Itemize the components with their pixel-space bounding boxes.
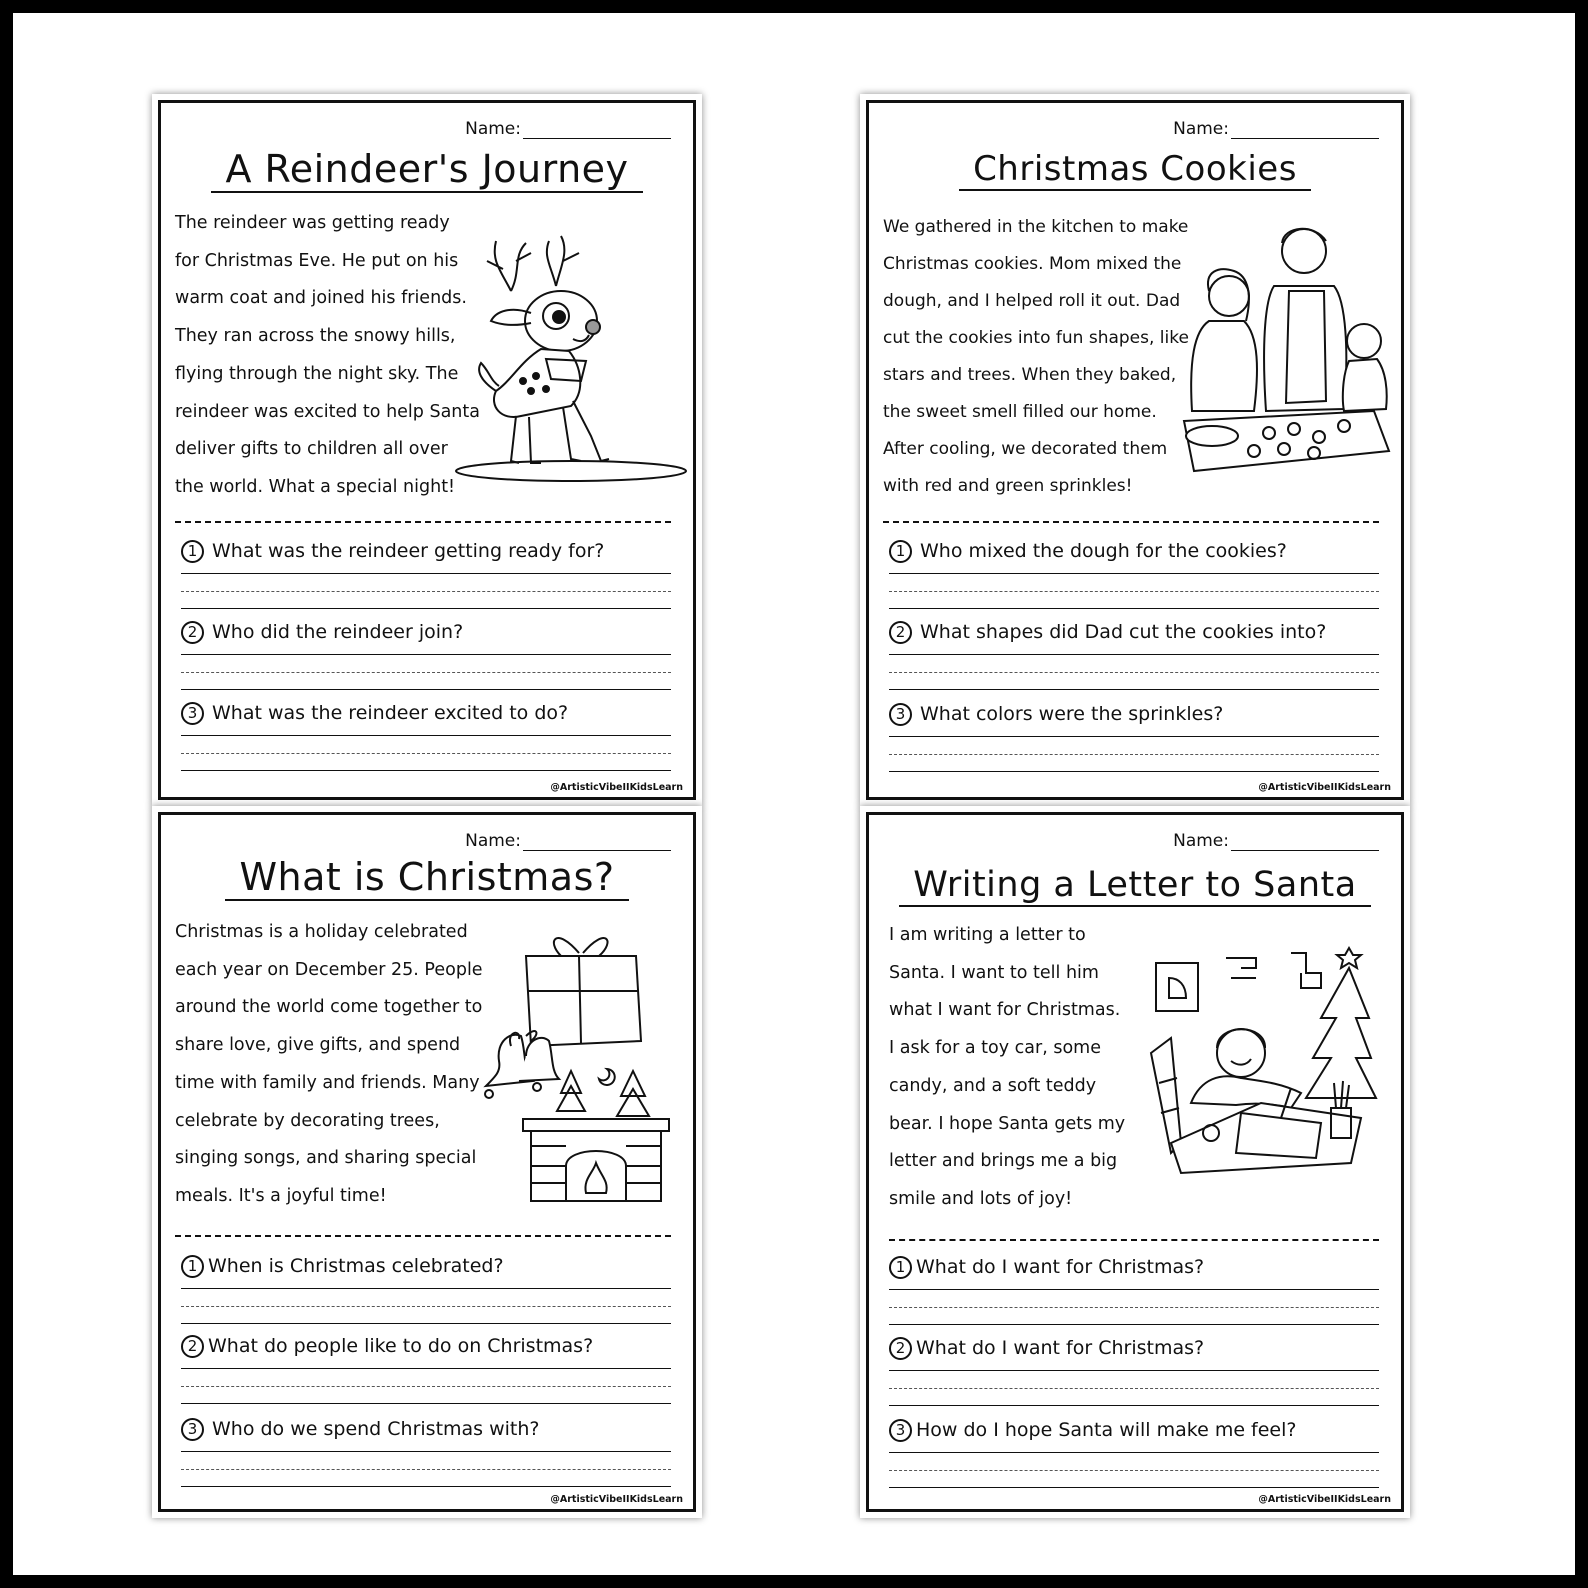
- passage-line: deliver gifts to children all over: [175, 439, 448, 460]
- question-number: 1: [181, 1255, 204, 1278]
- question-number: 2: [181, 1335, 204, 1358]
- credit-text: @ArtisticVibeIIKidsLearn: [550, 1494, 683, 1505]
- passage: [883, 209, 1189, 505]
- question-text: What was the reindeer excited to do?: [212, 702, 569, 724]
- passage-line: for Christmas Eve. He put on his: [175, 250, 459, 271]
- reindeer-illustration: [451, 231, 691, 491]
- answer-guide-line: [889, 754, 1379, 755]
- question-2: [181, 1331, 671, 1409]
- answer-line[interactable]: [889, 771, 1379, 772]
- answer-line[interactable]: [181, 573, 671, 574]
- name-field: [465, 831, 671, 851]
- question-text: How do I hope Santa will make me feel?: [916, 1419, 1297, 1441]
- worksheet-frame: [158, 100, 696, 800]
- answer-line[interactable]: [181, 1323, 671, 1324]
- passage-line: The reindeer was getting ready: [175, 213, 450, 233]
- question-1: [181, 1251, 671, 1329]
- question-number: 1: [181, 540, 204, 563]
- name-line[interactable]: [1231, 832, 1379, 851]
- answer-line[interactable]: [889, 1370, 1379, 1371]
- answer-line[interactable]: [889, 1324, 1379, 1325]
- passage-line: Christmas is a holiday celebrated: [175, 922, 468, 942]
- worksheet-frame: [866, 100, 1404, 800]
- section-divider: [175, 1235, 671, 1237]
- question-text: What shapes did Dad cut the cookies into?: [920, 621, 1327, 643]
- passage-line: We gathered in the kitchen to make: [883, 217, 1189, 237]
- passage-line: what I want for Christmas.: [889, 1000, 1121, 1021]
- passage-line: celebrate by decorating trees,: [175, 1110, 440, 1131]
- question-1: [889, 1252, 1379, 1330]
- question-text: What do people like to do on Christmas?: [208, 1335, 594, 1357]
- passage-line: share love, give gifts, and spend: [175, 1035, 461, 1056]
- question-1: [181, 536, 671, 614]
- worksheet-frame: [158, 812, 696, 1512]
- credit-text: @ArtisticVibeIIKidsLearn: [1258, 782, 1391, 793]
- answer-line[interactable]: [889, 1405, 1379, 1406]
- question-text: What do I want for Christmas?: [916, 1256, 1205, 1278]
- answer-line[interactable]: [181, 689, 671, 690]
- page-canvas: [13, 13, 1575, 1575]
- question-3: [889, 1415, 1379, 1493]
- answer-line[interactable]: [889, 1289, 1379, 1290]
- passage-line: Santa. I want to tell him: [889, 962, 1099, 983]
- question-text: What do I want for Christmas?: [916, 1337, 1205, 1359]
- passage-line: each year on December 25. People: [175, 959, 483, 980]
- name-line[interactable]: [1231, 120, 1379, 139]
- question-text: When is Christmas celebrated?: [208, 1255, 504, 1277]
- passage-line: cut the cookies into fun shapes, like: [883, 328, 1189, 348]
- name-line[interactable]: [523, 832, 671, 851]
- name-line[interactable]: [523, 120, 671, 139]
- worksheet-title: A Reindeer's Journey: [161, 145, 693, 193]
- name-label: Name:: [1173, 831, 1229, 851]
- passage-line: I ask for a toy car, some: [889, 1038, 1101, 1059]
- question-1: [889, 536, 1379, 614]
- answer-line[interactable]: [889, 654, 1379, 655]
- question-number: 3: [889, 1419, 912, 1442]
- name-field: [1173, 119, 1379, 139]
- question-text: What colors were the sprinkles?: [920, 703, 1224, 725]
- passage-line: around the world come together to: [175, 997, 483, 1018]
- name-label: Name:: [465, 119, 521, 139]
- worksheet-what-is-christmas: [152, 806, 702, 1518]
- question-3: [181, 698, 671, 776]
- passage-line: bear. I hope Santa gets my: [889, 1113, 1126, 1134]
- answer-guide-line: [889, 1307, 1379, 1308]
- passage: [175, 914, 483, 1216]
- answer-line[interactable]: [889, 608, 1379, 609]
- family-baking-illustration: [1174, 211, 1394, 493]
- worksheet-title: What is Christmas?: [161, 853, 693, 901]
- question-text: Who mixed the dough for the cookies?: [920, 540, 1287, 562]
- passage-line: dough, and I helped roll it out. Dad: [883, 291, 1181, 311]
- question-number: 2: [889, 621, 912, 644]
- child-writing-letter-illustration: [1141, 943, 1381, 1183]
- question-3: [181, 1414, 671, 1492]
- question-2: [889, 617, 1379, 695]
- question-number: 2: [181, 621, 204, 644]
- passage-line: singing songs, and sharing special: [175, 1148, 477, 1169]
- passage-line: They ran across the snowy hills,: [175, 326, 456, 347]
- answer-guide-line: [889, 672, 1379, 673]
- answer-guide-line: [181, 1386, 671, 1387]
- answer-line[interactable]: [889, 1452, 1379, 1453]
- answer-guide-line: [889, 591, 1379, 592]
- answer-line[interactable]: [889, 736, 1379, 737]
- question-text: Who did the reindeer join?: [212, 621, 464, 643]
- section-divider: [175, 521, 671, 523]
- question-number: 3: [889, 703, 912, 726]
- passage-line: candy, and a soft teddy: [889, 1075, 1097, 1096]
- answer-guide-line: [181, 591, 671, 592]
- worksheet-title: Christmas Cookies: [869, 145, 1401, 193]
- question-number: 1: [889, 1256, 912, 1279]
- passage: [889, 917, 1125, 1219]
- passage-line: time with family and friends. Many: [175, 1072, 480, 1093]
- name-label: Name:: [1173, 119, 1229, 139]
- name-field: [465, 119, 671, 139]
- passage-line: reindeer was excited to help Santa: [175, 401, 480, 422]
- question-number: 2: [889, 1337, 912, 1360]
- question-number: 1: [889, 540, 912, 563]
- answer-guide-line: [181, 753, 671, 754]
- answer-guide-line: [181, 672, 671, 673]
- answer-line[interactable]: [181, 608, 671, 609]
- name-field: [1173, 831, 1379, 851]
- answer-line[interactable]: [181, 770, 671, 771]
- answer-line[interactable]: [889, 689, 1379, 690]
- question-text: Who do we spend Christmas with?: [212, 1418, 540, 1440]
- section-divider: [883, 521, 1379, 523]
- answer-guide-line: [181, 1469, 671, 1470]
- passage-line: warm coat and joined his friends.: [175, 288, 467, 309]
- question-3: [889, 699, 1379, 777]
- answer-line[interactable]: [181, 1368, 671, 1369]
- answer-line[interactable]: [181, 654, 671, 655]
- passage-line: with red and green sprinkles!: [883, 476, 1133, 496]
- passage-line: meals. It's a joyful time!: [175, 1185, 387, 1206]
- credit-text: @ArtisticVibeIIKidsLearn: [1258, 1494, 1391, 1505]
- answer-guide-line: [889, 1470, 1379, 1471]
- answer-line[interactable]: [181, 1288, 671, 1289]
- question-number: 3: [181, 702, 204, 725]
- passage-line: I am writing a letter to: [889, 925, 1086, 945]
- answer-line[interactable]: [889, 1487, 1379, 1488]
- worksheet-frame: [866, 812, 1404, 1512]
- answer-line[interactable]: [889, 573, 1379, 574]
- answer-line[interactable]: [181, 735, 671, 736]
- passage: [175, 205, 480, 507]
- worksheet-reindeer: [152, 94, 702, 806]
- passage-line: smile and lots of joy!: [889, 1188, 1073, 1209]
- question-text: What was the reindeer getting ready for?: [212, 540, 605, 562]
- passage-line: letter and brings me a big: [889, 1151, 1118, 1172]
- passage-line: the sweet smell filled our home.: [883, 402, 1157, 422]
- worksheet-title: Writing a Letter to Santa: [869, 861, 1401, 909]
- answer-guide-line: [181, 1306, 671, 1307]
- worksheet-letter-to-santa: [860, 806, 1410, 1518]
- passage-line: the world. What a special night!: [175, 476, 456, 497]
- question-2: [181, 617, 671, 695]
- question-2: [889, 1333, 1379, 1411]
- passage-line: Christmas cookies. Mom mixed the: [883, 254, 1182, 274]
- section-divider: [889, 1239, 1379, 1241]
- answer-line[interactable]: [181, 1403, 671, 1404]
- christmas-items-illustration: [471, 921, 681, 1211]
- credit-text: @ArtisticVibeIIKidsLearn: [550, 782, 683, 793]
- answer-guide-line: [889, 1388, 1379, 1389]
- answer-line[interactable]: [181, 1486, 671, 1487]
- question-number: 3: [181, 1418, 204, 1441]
- passage-line: stars and trees. When they baked,: [883, 365, 1177, 385]
- answer-line[interactable]: [181, 1451, 671, 1452]
- name-label: Name:: [465, 831, 521, 851]
- passage-line: After cooling, we decorated them: [883, 439, 1168, 459]
- passage-line: flying through the night sky. The: [175, 363, 459, 384]
- worksheet-cookies: [860, 94, 1410, 806]
